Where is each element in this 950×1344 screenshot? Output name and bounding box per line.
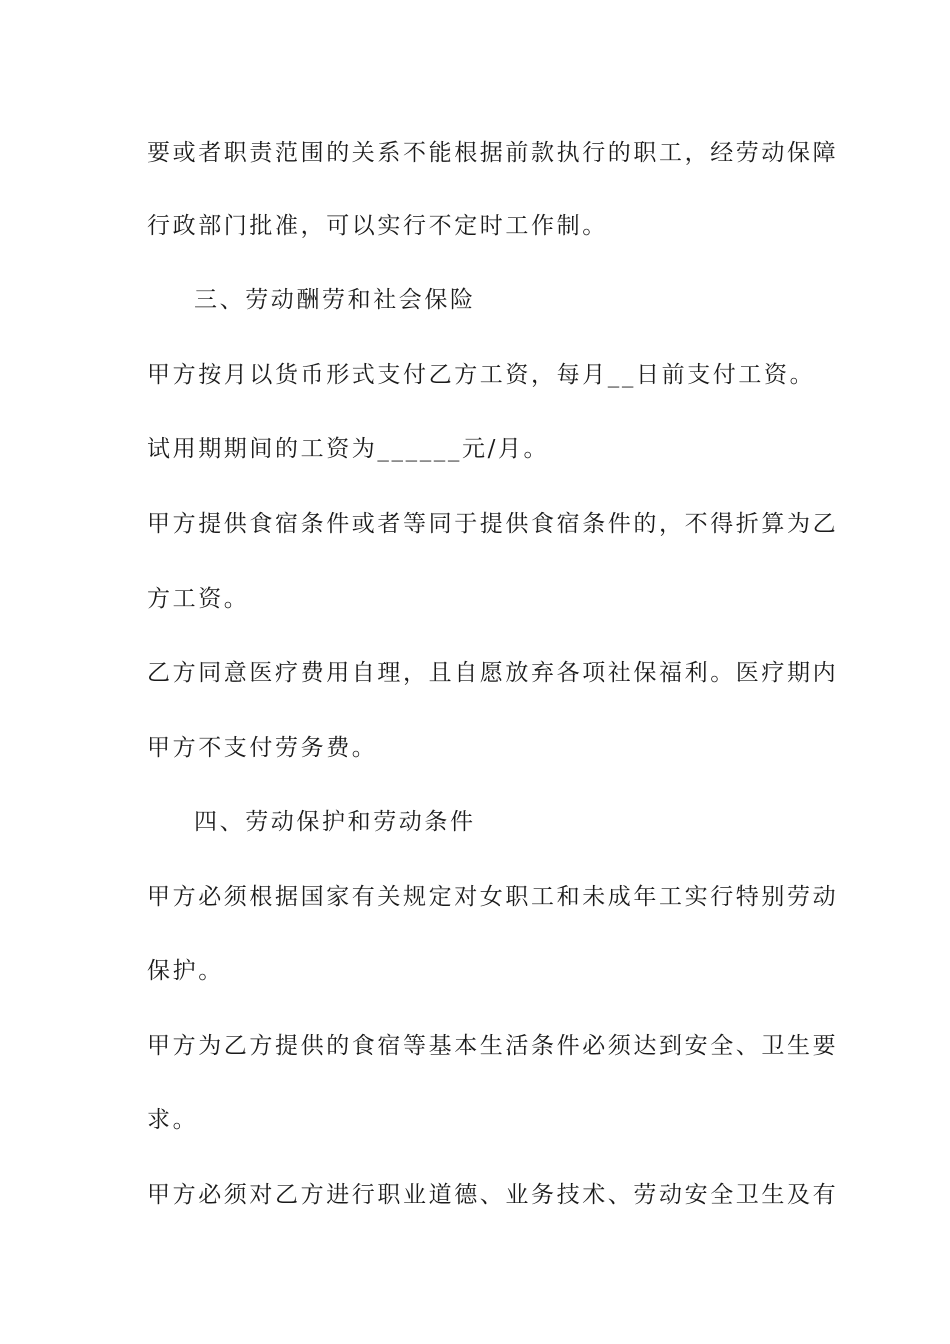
paragraph-line: 乙方同意医疗费用自理，且自愿放弃各项社保福利。医疗期内 bbox=[147, 660, 839, 686]
paragraph-line: 甲方为乙方提供的食宿等基本生活条件必须达到安全、卫生要 bbox=[147, 1033, 839, 1059]
paragraph-line: 求。 bbox=[147, 1107, 199, 1133]
paragraph-line: 甲方提供食宿条件或者等同于提供食宿条件的，不得折算为乙 bbox=[147, 511, 839, 537]
section-heading-3: 三、劳动酬劳和社会保险 bbox=[194, 287, 476, 313]
paragraph-line: 试用期期间的工资为______元/月。 bbox=[147, 436, 550, 462]
paragraph-line: 行政部门批准，可以实行不定时工作制。 bbox=[147, 213, 608, 239]
section-heading-4: 四、劳动保护和劳动条件 bbox=[194, 809, 476, 835]
paragraph-line: 甲方按月以货币形式支付乙方工资，每月__日前支付工资。 bbox=[147, 362, 816, 388]
paragraph-line: 甲方必须根据国家有关规定对女职工和未成年工实行特别劳动 bbox=[147, 884, 839, 910]
paragraph-line: 甲方必须对乙方进行职业道德、业务技术、劳动安全卫生及有 bbox=[147, 1182, 839, 1208]
paragraph-line: 方工资。 bbox=[147, 586, 250, 612]
paragraph-line: 要或者职责范围的关系不能根据前款执行的职工，经劳动保障 bbox=[147, 140, 839, 166]
paragraph-line: 甲方不支付劳务费。 bbox=[147, 735, 378, 761]
paragraph-line: 保护。 bbox=[147, 958, 224, 984]
